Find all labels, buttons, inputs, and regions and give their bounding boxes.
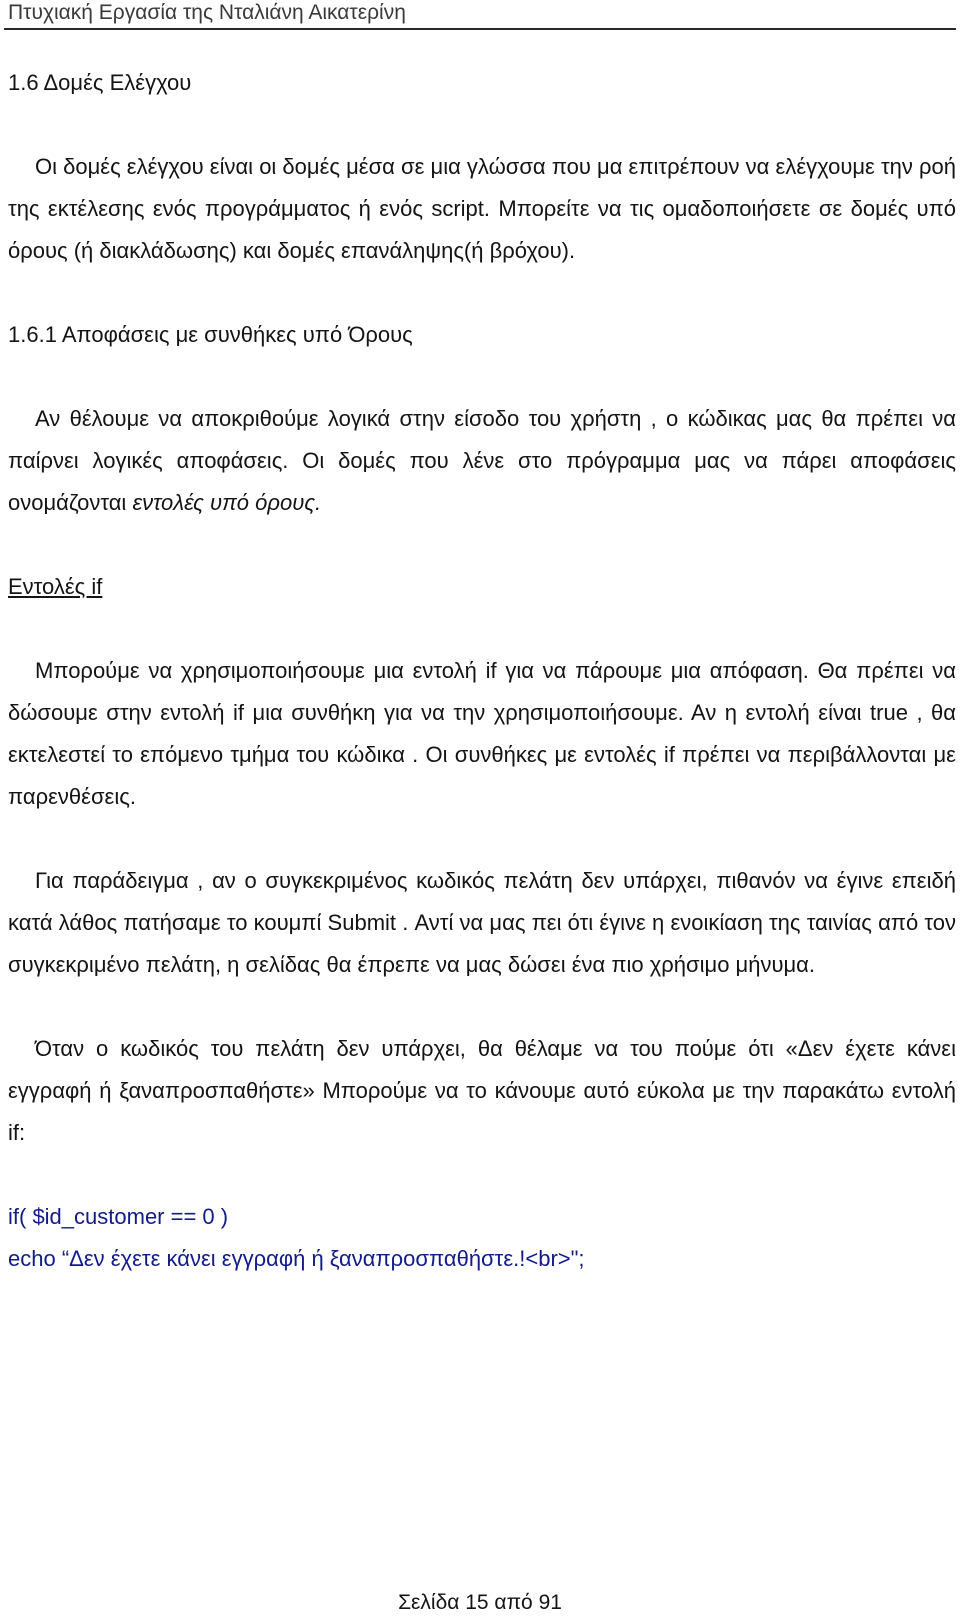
if-section-heading: Εντολές if xyxy=(8,574,103,599)
code-line-2: echo “Δεν έχετε κάνει εγγραφή ή ξαναπροσπαθήστε.!<br>"; xyxy=(8,1246,585,1271)
subsection-paragraph-text: Αν θέλουμε να αποκριθούμε λογικά στην είσοδο του χρήστη , ο κώδικας μας θα πρέπει να παίρνει λογικές αποφάσεις. Οι δομές που λένε στο πρόγραμμα μας να πάρει αποφάσεις ονομάζονται xyxy=(8,406,956,515)
spacer xyxy=(8,986,956,1028)
spacer xyxy=(8,356,956,398)
if-paragraph-1: Μπορούμε να χρησιμοποιήσουμε μια εντολή if για να πάρουμε μια απόφαση. Θα πρέπει να δώσουμε στην εντολή if μια συνθήκη για να την χρησιμοποιήσουμε. Αν η εντολή είναι true , θα εκτελεστεί το επόμενο τμήμα του κώδικα . Οι συνθήκες με εντολές if πρέπει να περιβάλλονται με παρενθέσεις. xyxy=(8,658,956,809)
spacer xyxy=(8,1154,956,1196)
if-paragraph-2: Για παράδειγμα , αν ο συγκεκριμένος κωδικός πελάτη δεν υπάρχει, πιθανόν να έγινε επειδή κατά λάθος πατήσαμε το κουμπί Submit . Αντί να μας πει ότι έγινε η ενοικίαση της ταινίας από τον συγκεκριμένο πελάτη, η σελίδας θα έπρεπε να μας δώσει ένα πιο χρήσιμο μήνυμα. xyxy=(8,868,956,977)
running-header: Πτυχιακή Εργασία της Νταλιάνη Αικατερίνη xyxy=(8,1,406,24)
emphasis-text: εντολές υπό όρους. xyxy=(132,490,322,515)
header-rule xyxy=(4,28,956,30)
spacer xyxy=(8,818,956,860)
intro-paragraph: Οι δομές ελέγχου είναι οι δομές μέσα σε μια γλώσσα που μα επιτρέπουν να ελέγχουμε την ροή της εκτέλεσης ενός προγράμματος ή ενός script. Μπορείτε να τις ομαδοποιήσετε σε δομές υπό όρους (ή διακλάδωσης) και δομές επανάληψης(ή βρόχου). xyxy=(8,154,956,263)
spacer xyxy=(8,608,956,650)
subsection-paragraph xyxy=(8,398,956,524)
page-content xyxy=(8,62,956,1280)
spacer xyxy=(8,524,956,566)
code-line-1: if( $id_customer == 0 ) xyxy=(8,1204,229,1229)
page-number: Σελίδα 15 από 91 xyxy=(398,1591,562,1614)
section-heading: 1.6 Δομές Ελέγχου xyxy=(8,70,192,95)
subsection-heading: 1.6.1 Αποφάσεις με συνθήκες υπό Όρους xyxy=(8,322,413,347)
if-paragraph-3: Όταν ο κωδικός του πελάτη δεν υπάρχει, θα θέλαμε να του πούμε ότι «Δεν έχετε κάνει εγγραφή ή ξαναπροσπαθήστε» Μπορούμε να το κάνουμε αυτό εύκολα με την παρακάτω εντολή if: xyxy=(8,1036,956,1145)
spacer xyxy=(8,104,956,146)
spacer xyxy=(8,272,956,314)
